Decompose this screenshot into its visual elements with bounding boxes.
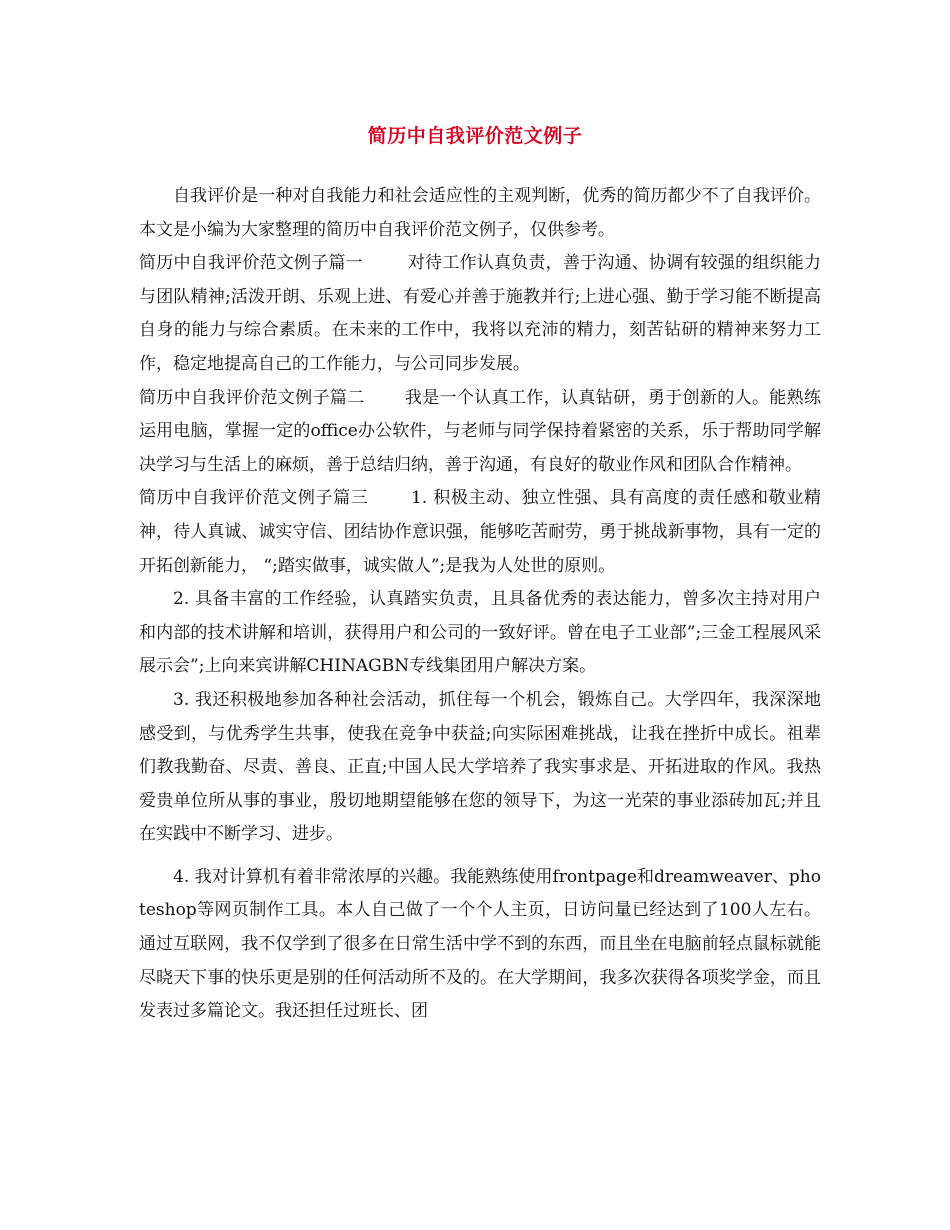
section-3-item-1: 1. 积极主动、独立性强、具有高度的责任感和敬业精神，待人真诚、诚实守信、团结协作意识强，能够吃苦耐劳，勇于挑战新事物，具有一定的开拓创新能力， “;踏实做事，诚实做人”;是我为人处世的原则。 — [139, 488, 822, 576]
section-1-paragraph — [139, 247, 821, 381]
section-1-text: 对待工作认真负责，善于沟通、协调有较强的组织能力与团队精神;活泼开朗、乐观上进、有爱心并善于施教并行;上进心强、勤于学习能不断提高自身的能力与综合素质。在未来的工作中，我将以充沛的精力，刻苦钻研的精神来努力工作，稳定地提高自己的工作能力，与公司同步发展。 — [139, 253, 822, 374]
section-3-item-2-paragraph — [139, 583, 821, 684]
section-2-heading: 简历中自我评价范文例子篇二 — [139, 387, 365, 408]
section-3-item-4: 4. 我对计算机有着非常浓厚的兴趣。我能熟练使用frontpage和dreamweaver、photeshop等网页制作工具。本人自己做了一个个人主页，日访问量已经达到了100人左右。通过互联网，我不仅学到了很多在日常生活中学不到的东西，而且坐在电脑前轻点鼠标就能尽晓天下事的快乐更是别的任何活动所不及的。在大学期间，我多次获得各项奖学金，而且发表过多篇论文。我还担任过班长、团 — [139, 866, 821, 1022]
intro-paragraph — [139, 180, 821, 247]
section-3-item-4-paragraph — [139, 861, 821, 1029]
document-body — [139, 180, 821, 1029]
section-3-paragraph — [139, 482, 821, 583]
section-3-item-3: 3. 我还积极地参加各种社会活动，抓住每一个机会，锻炼自己。大学四年，我深深地感受到，与优秀学生共事，使我在竞争中获益;向实际困难挑战，让我在挫折中成长。祖辈们教我勤奋、尽责、善良、正直;中国人民大学培养了我实事求是、开拓进取的作风。我热爱贵单位所从事的事业，殷切地期望能够在您的领导下，为这一光荣的事业添砖加瓦;并且在实践中不断学习、进步。 — [139, 689, 821, 845]
document-title: 简历中自我评价范文例子 — [367, 125, 583, 147]
section-3-item-3-paragraph — [139, 684, 821, 852]
intro-text: 自我评价是一种对自我能力和社会适应性的主观判断，优秀的简历都少不了自我评价。本文是小编为大家整理的简历中自我评价范文例子，仅供参考。 — [139, 186, 821, 240]
section-1-heading: 简历中自我评价范文例子篇一 — [139, 253, 363, 274]
section-2-text: 我是一个认真工作，认真钻研，勇于创新的人。能熟练运用电脑，掌握一定的office办公软件，与老师与同学保持着紧密的关系，乐于帮助同学解决学习与生活上的麻烦，善于总结归纳，善于沟通，有良好的敬业作风和团队合作精神。 — [139, 387, 822, 475]
section-3-heading: 简历中自我评价范文例子篇三 — [139, 488, 369, 509]
section-2-paragraph — [139, 382, 821, 483]
section-3-item-2: 2. 具备丰富的工作经验，认真踏实负责，且具备优秀的表达能力，曾多次主持对用户和内部的技术讲解和培训，获得用户和公司的一致好评。曾在电子工业部”;三金工程展风采展示会”;上向来宾讲解CHINAGBN专线集团用户解决方案。 — [139, 589, 821, 677]
